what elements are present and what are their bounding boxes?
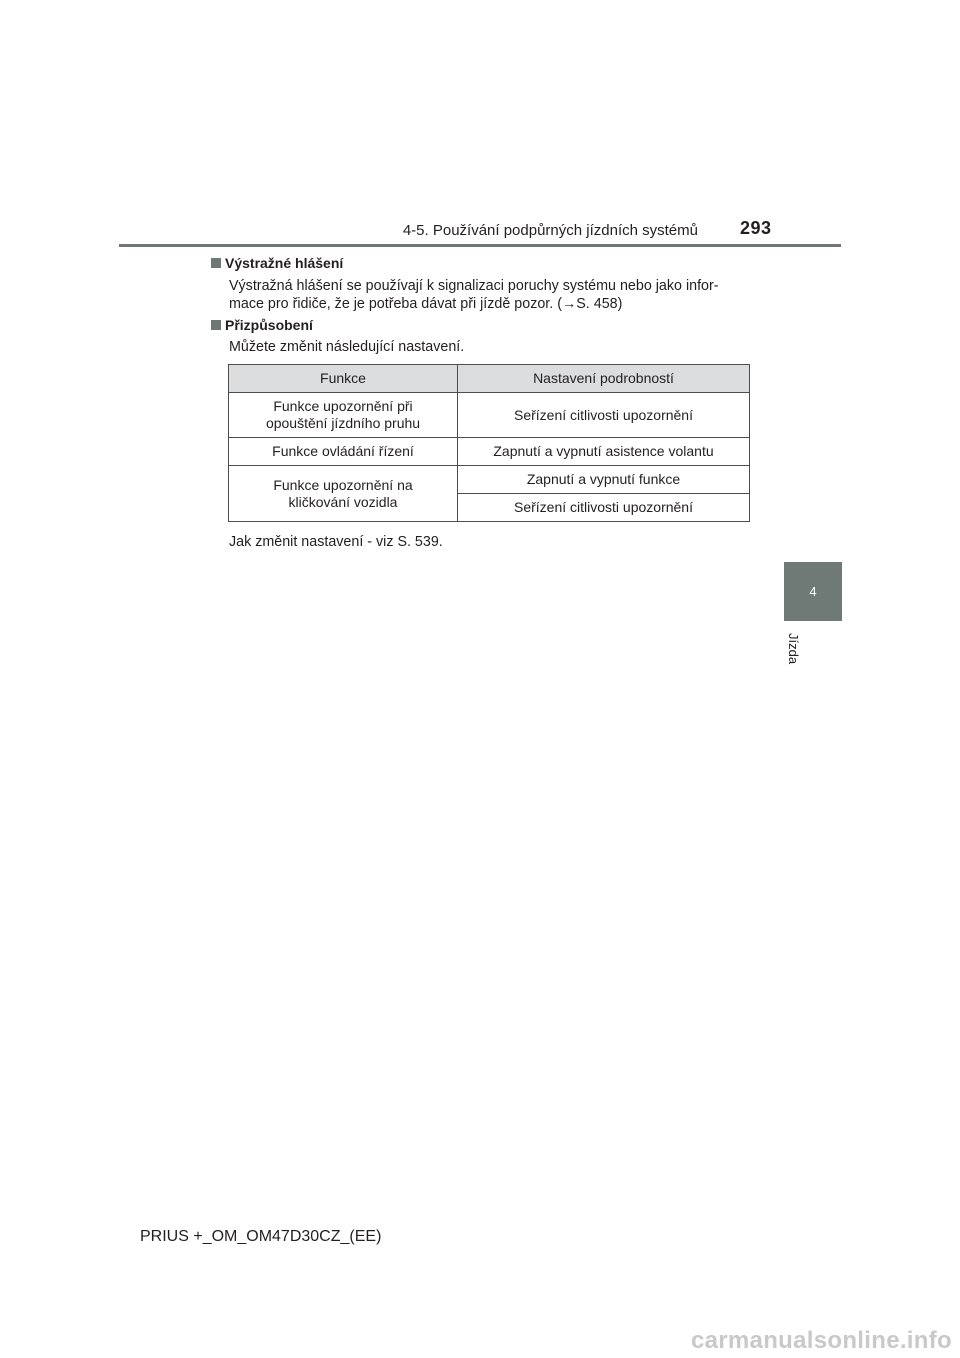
- table-cell-setting: Zapnutí a vypnutí funkce: [458, 466, 750, 494]
- document-code-footer: PRIUS +_OM_OM47D30CZ_(EE): [140, 1228, 382, 1245]
- paragraph-line: mace pro řidiče, že je potřeba dávat při jízdě pozor. (→S. 458): [229, 296, 623, 312]
- table-header-settings: Nastavení podrobností: [458, 365, 750, 393]
- watermark: carmanualsonline.info: [690, 1327, 952, 1354]
- table-header-row: [229, 365, 750, 393]
- page-number: 293: [740, 218, 772, 238]
- square-bullet-icon: [211, 258, 221, 268]
- section-heading-customization: [211, 317, 313, 333]
- section-heading-text: Přizpůsobení: [225, 317, 313, 333]
- table-cell-function: [229, 393, 458, 438]
- cell-line: Funkce upozornění při: [273, 398, 413, 414]
- square-bullet-icon: [211, 320, 221, 330]
- table-cell-setting: Seřízení citlivosti upozornění: [458, 393, 750, 438]
- table-cell-setting: Seřízení citlivosti upozornění: [458, 494, 750, 522]
- cell-line: Funkce upozornění na: [273, 477, 413, 493]
- header-section-title: 4-5. Používání podpůrných jízdních systémů: [402, 222, 698, 239]
- cell-line: opouštění jízdního pruhu: [265, 415, 421, 431]
- chapter-title: Jízda: [786, 633, 801, 665]
- table-cell-function: Funkce ovládání řízení: [229, 438, 458, 466]
- section-heading-text: Výstražné hlášení: [225, 255, 344, 271]
- paragraph-line: Můžete změnit následující nastavení.: [229, 339, 465, 355]
- cell-line: kličkování vozidla: [288, 494, 398, 510]
- chapter-number: 4: [809, 584, 817, 599]
- table-header-function: Funkce: [229, 365, 458, 393]
- chapter-tab: [784, 562, 842, 621]
- table-cell-setting: Zapnutí a vypnutí asistence volantu: [458, 438, 750, 466]
- settings-reference-note: Jak změnit nastavení - viz S. 539.: [229, 534, 443, 550]
- table-row: [229, 466, 750, 494]
- section-heading-warning-message: [211, 255, 343, 271]
- table-cell-function: [229, 466, 458, 522]
- header-divider: [119, 244, 841, 247]
- paragraph-line: Výstražná hlášení se používají k signalizaci poruchy systému nebo jako infor-: [229, 278, 719, 294]
- settings-table: [228, 364, 750, 522]
- table-row: [229, 438, 750, 466]
- table-row: [229, 393, 750, 438]
